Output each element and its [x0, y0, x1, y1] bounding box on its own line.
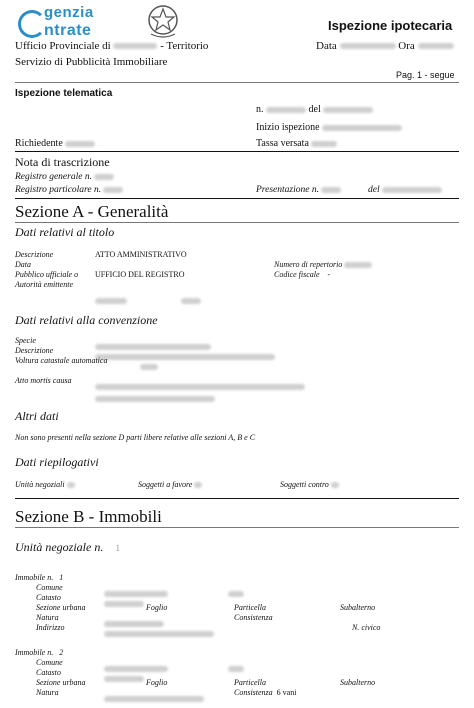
voltura-label: Voltura catastale automatica [15, 356, 108, 365]
sezione-b-title: Sezione B - Immobili [15, 507, 162, 526]
inizio-ispezione: Inizio ispezione [256, 122, 402, 133]
logo-line1: genzia [44, 4, 94, 21]
registro-particolare: Registro particolare n. [15, 185, 123, 195]
header-divider [15, 82, 459, 83]
specie-label: Specie [15, 336, 36, 345]
unita-label: Unità negoziali [15, 480, 75, 489]
divider-2 [15, 198, 459, 199]
divider-1 [15, 151, 459, 152]
divider-4 [15, 498, 459, 499]
convenzione-heading: Dati relativi alla convenzione [15, 313, 158, 327]
immobile-2-consistenza: Consistenza 6 vani [234, 688, 297, 697]
codice-fiscale: Codice fiscale - [274, 270, 331, 279]
immobile-1-natura: Natura [36, 613, 59, 622]
immobile-2-subalterno: Subalterno [340, 678, 376, 687]
logo-line2: ntrate [44, 22, 92, 39]
unita-negoziale-heading: Unità negoziale n. 1 [15, 540, 121, 554]
servizio-line: Servizio di Pubblicità Immobiliare [15, 56, 168, 68]
riepilogo-heading: Dati riepilogativi [15, 455, 99, 469]
altri-text: Non sono presenti nella sezione D parti libere relative alle sezioni A, B e C [15, 433, 256, 442]
ispezione-n: n. del [256, 104, 373, 115]
ispezione-title: Ispezione telematica [15, 88, 113, 99]
nota-title: Nota di trascrizione [15, 155, 110, 169]
immobile-1-subalterno: Subalterno [340, 603, 376, 612]
atto-mortis-label: Atto mortis causa [15, 376, 72, 385]
immobile-2-foglio: Foglio [146, 678, 168, 687]
immobile-1-civico: N. civico [352, 623, 381, 632]
logo-e-icon [18, 10, 46, 38]
immobile-2-label: Immobile n. 2 [15, 648, 64, 657]
page-title: Ispezione ipotecaria [328, 18, 453, 33]
divider-3 [15, 222, 459, 223]
immobile-1-catasto: Catasto [36, 593, 61, 602]
immobile-2-comune: Comune [36, 658, 63, 667]
immobile-1-label: Immobile n. 1 [15, 573, 64, 582]
presentazione: Presentazione n. [256, 185, 341, 195]
descrizione-label: Descrizione [15, 250, 54, 259]
emblem-icon [146, 4, 180, 40]
pubblico-ufficiale-label: Pubblico ufficiale o [15, 270, 79, 279]
immobile-2-particella: Particella [234, 678, 266, 687]
descrizione2-label: Descrizione [15, 346, 54, 355]
registro-generale: Registro generale n. [15, 172, 114, 182]
immobile-1-foglio: Foglio [146, 603, 168, 612]
sezione-a-title: Sezione A - Generalità [15, 202, 169, 221]
soggetti-contro-label: Soggetti contro [280, 480, 339, 489]
data-ora-line: Data Ora [316, 40, 454, 52]
immobile-2-catasto: Catasto [36, 668, 61, 677]
page-number: Pag. 1 - segue [396, 70, 455, 80]
tassa-versata: Tassa versata [256, 138, 337, 149]
autorita-label: Autorità emittente [15, 280, 73, 289]
immobile-2-natura: Natura [36, 688, 59, 697]
titolo-heading: Dati relativi al titolo [15, 225, 115, 239]
ufficio-line: Ufficio Provinciale di - Territorio [15, 40, 209, 52]
immobile-1-comune: Comune [36, 583, 63, 592]
immobile-1-indirizzo: Indirizzo [36, 623, 65, 632]
immobile-1-sezione-urbana: Sezione urbana [36, 603, 86, 612]
pubblico-ufficiale-value: UFFICIO DEL REGISTRO [95, 270, 185, 279]
immobile-1-particella: Particella [234, 603, 266, 612]
presentazione-del: del [368, 185, 442, 195]
descrizione-value: ATTO AMMINISTRATIVO [95, 250, 187, 259]
richiedente: Richiedente [15, 138, 95, 149]
numero-repertorio-label: Numero di repertorio [274, 260, 372, 269]
immobile-2-sezione-urbana: Sezione urbana [36, 678, 86, 687]
divider-5 [15, 527, 459, 528]
data-label: Data [15, 260, 31, 269]
altri-heading: Altri dati [15, 409, 59, 423]
immobile-1-consistenza: Consistenza [234, 613, 273, 622]
soggetti-favore-label: Soggetti a favore [138, 480, 202, 489]
